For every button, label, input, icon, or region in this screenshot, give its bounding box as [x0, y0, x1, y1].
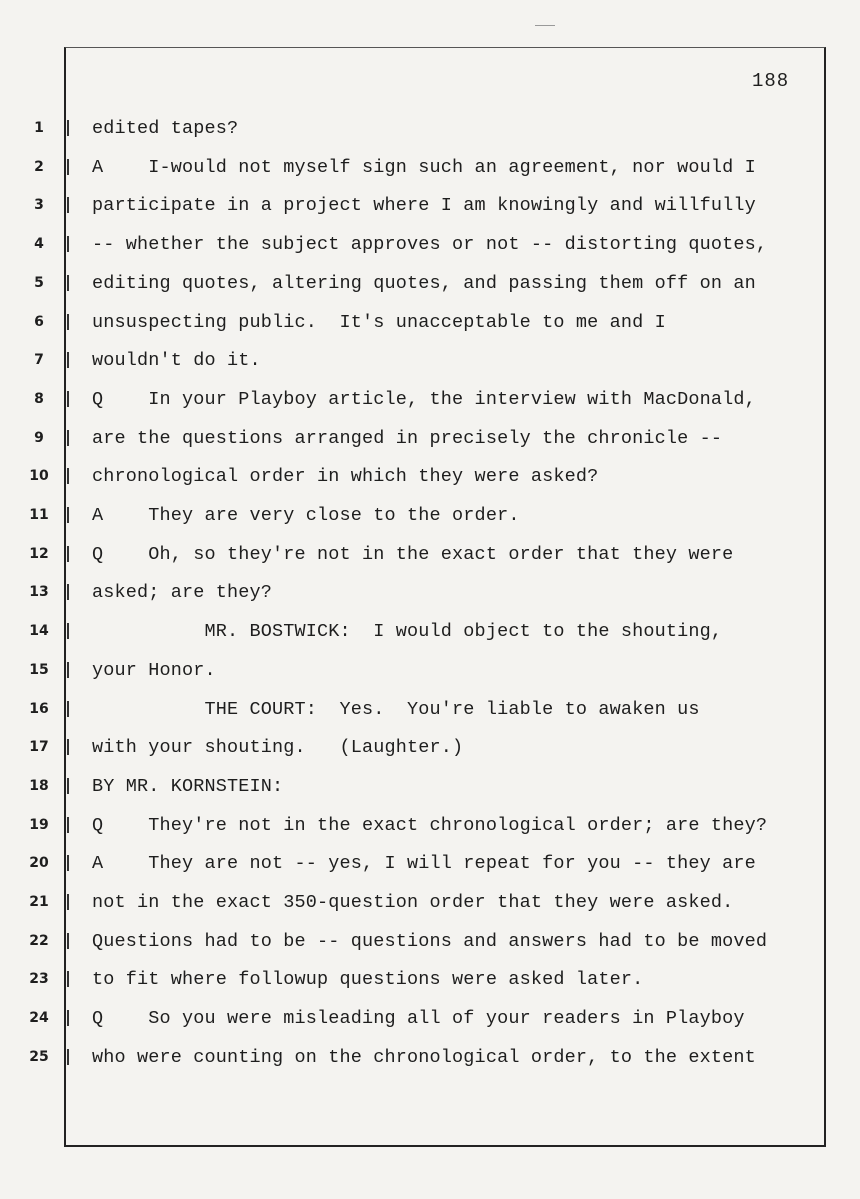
line-number: 12 [29, 545, 49, 562]
transcript-line: MR. BOSTWICK: I would object to the shouting, [92, 621, 723, 643]
top-mark [535, 25, 555, 26]
transcript-line: with your shouting. (Laughter.) [92, 737, 464, 759]
transcript-line: edited tapes? [92, 118, 239, 139]
line-number: 9 [34, 429, 44, 446]
transcript-line: not in the exact 350-question order that they were asked. [92, 892, 734, 913]
line-number: 2 [34, 158, 44, 175]
margin-tick [67, 584, 69, 600]
transcript-line: are the questions arranged in precisely the chronicle -- [92, 427, 723, 449]
line-number: 16 [29, 700, 49, 717]
margin-tick [67, 1010, 69, 1026]
line-number: 22 [29, 932, 49, 949]
transcript-line: THE COURT: Yes. You're liable to awaken us [92, 698, 700, 720]
line-number: 6 [34, 313, 44, 330]
transcript-line: who were counting on the chronological order, to the extent [92, 1046, 756, 1068]
line-number: 11 [29, 507, 49, 523]
margin-tick [67, 236, 69, 252]
transcript-line: A They are very close to the order. [92, 505, 520, 526]
margin-tick [67, 739, 69, 755]
line-number: 7 [34, 352, 44, 369]
margin-tick [67, 894, 69, 910]
margin-tick [67, 120, 69, 136]
margin-tick [67, 855, 69, 871]
line-number: 10 [29, 468, 49, 485]
line-number: 23 [29, 971, 49, 988]
line-number: 5 [34, 274, 44, 291]
margin-tick [67, 971, 69, 987]
line-number: 8 [34, 390, 44, 407]
transcript-line: editing quotes, altering quotes, and passing them off on an [92, 272, 756, 294]
margin-tick [67, 468, 69, 484]
transcript-line: your Honor. [92, 659, 216, 681]
margin-tick [67, 275, 69, 291]
margin-tick [67, 623, 69, 639]
transcript-line: A I-would not myself sign such an agreement, nor would I [92, 156, 756, 178]
margin-tick [67, 159, 69, 175]
transcript-line: -- whether the subject approves or not -- distorting quotes, [92, 234, 768, 256]
margin-tick [67, 662, 69, 678]
line-number: 4 [34, 236, 44, 253]
margin-tick [67, 778, 69, 794]
margin-tick [67, 507, 69, 523]
margin-tick [67, 1049, 69, 1065]
margin-tick [67, 701, 69, 717]
transcript-line: BY MR. KORNSTEIN: [92, 775, 284, 797]
transcript-line: Q Oh, so they're not in the exact order that they were [92, 543, 734, 565]
transcript-line: unsuspecting public. It's unacceptable to me and I [92, 311, 666, 333]
line-number: 19 [29, 816, 49, 833]
transcript-line: chronological order in which they were asked? [92, 466, 599, 488]
page-number: 188 [752, 70, 790, 92]
transcript-line: Q In your Playboy article, the interview with MacDonald, [92, 388, 756, 410]
line-number: 18 [29, 777, 49, 794]
margin-tick [67, 352, 69, 368]
line-number: 21 [29, 894, 49, 910]
line-number: 15 [29, 661, 49, 678]
line-number: 1 [34, 120, 44, 136]
line-number: 3 [34, 197, 44, 214]
transcript-line: wouldn't do it. [92, 350, 261, 372]
margin-tick [67, 817, 69, 833]
line-number: 13 [29, 584, 49, 601]
transcript-line: Q So you were misleading all of your readers in Playboy [92, 1008, 745, 1030]
line-number: 20 [29, 855, 49, 872]
transcript-line: participate in a project where I am knowingly and willfully [92, 195, 756, 217]
transcript-line: asked; are they? [92, 582, 273, 604]
transcript-line: Questions had to be -- questions and answers had to be moved [92, 930, 768, 952]
margin-tick [67, 933, 69, 949]
margin-tick [67, 197, 69, 213]
transcript-line: to fit where followup questions were asked later. [92, 969, 644, 991]
line-number: 25 [29, 1048, 49, 1065]
line-number: 24 [29, 1010, 49, 1027]
line-number: 17 [29, 739, 49, 756]
margin-tick [67, 391, 69, 407]
line-number: 14 [29, 623, 49, 640]
margin-tick [67, 546, 69, 562]
transcript-line: Q They're not in the exact chronological order; are they? [92, 814, 768, 836]
margin-tick [67, 430, 69, 446]
transcript-line: A They are not -- yes, I will repeat for you -- they are [92, 853, 756, 875]
margin-tick [67, 314, 69, 330]
